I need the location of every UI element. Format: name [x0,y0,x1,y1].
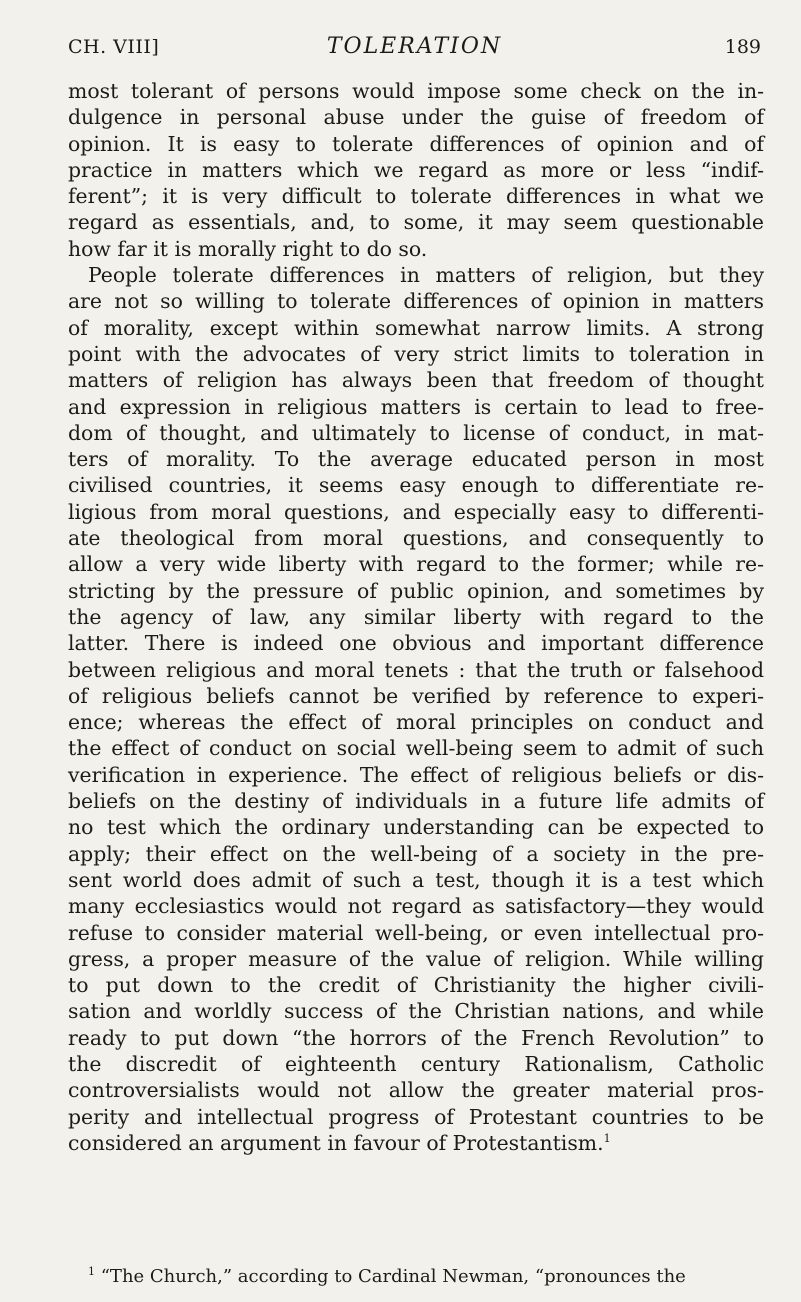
footnote-mark: 1 [88,1265,95,1278]
body-line: sation and worldly success of the Christian nations, and while [68,999,764,1024]
body-line: the effect of conduct on social well-being seem to admit of such [68,736,764,761]
body-line: ence; whereas the effect of moral principles on conduct and [68,710,764,735]
body-line: the discredit of eighteenth century Rationalism, Catholic [68,1051,764,1076]
body-line: ligious from moral questions, and especially easy to differenti- [68,499,764,524]
body-line: point with the advocates of very strict limits to toleration in [68,341,764,366]
body-line: no test which the ordinary understanding can be expected to [68,815,764,840]
body-line: gress, a proper measure of the value of religion. While willing [68,946,764,971]
body-line: stricting by the pressure of public opinion, and sometimes by [68,578,764,603]
body-line: latter. There is indeed one obvious and important difference [68,631,764,656]
body-line: of morality, except within somewhat narrow limits. A strong [68,315,764,340]
body-line: ters of morality. To the average educated person in most [68,447,764,472]
paragraph-start-line: People tolerate differences in matters of religion, but they [88,263,764,288]
footnote-text: “The Church,” according to Cardinal Newman, “pronounces the [100,1266,686,1287]
body-line: many ecclesiastics would not regard as satisfactory—they would [68,894,764,919]
body-line: apply; their effect on the well-being of a society in the pre- [68,841,764,866]
body-line: practice in matters which we regard as more or less “indif- [68,157,764,182]
body-line: refuse to consider material well-being, or even intellectual pro- [68,920,764,945]
body-line: controversialists would not allow the greater material pros- [68,1078,764,1103]
footnote [68,1266,764,1288]
final-line-text: considered an argument in favour of Protestantism. [68,1130,604,1155]
body-line: and expression in religious matters is certain to lead to free- [68,394,764,419]
body-line: regard as essentials, and, to some, it may seem questionable [68,210,764,235]
body-line: dom of thought, and ultimately to license of conduct, in mat- [68,420,764,445]
body-line: ferent”; it is very difficult to tolerate differences in what we [68,184,764,209]
running-header [68,32,761,66]
body-line: allow a very wide liberty with regard to the former; while re- [68,552,764,577]
body-line: matters of religion has always been that freedom of thought [68,368,764,393]
body-line: dulgence in personal abuse under the guise of freedom of [68,105,764,130]
body-line: beliefs on the destiny of individuals in a future life admits of [68,789,764,814]
body-line: most tolerant of persons would impose some check on the in- [68,79,764,103]
body-line: between religious and moral tenets : that the truth or falsehood [68,657,764,682]
body-line: are not so willing to tolerate differences of opinion in matters [68,289,764,314]
body-text [68,78,764,1156]
running-title: TOLERATION [326,34,503,59]
page-number: 189 [724,36,761,58]
body-line: the agency of law, any similar liberty with regard to the [68,604,764,629]
footnote-reference[interactable]: 1 [603,1132,611,1146]
body-line: sent world does admit of such a test, though it is a test which [68,867,764,892]
footnote-line [68,1266,764,1288]
body-line: perity and intellectual progress of Protestant countries to be [68,1104,764,1129]
body-line: ate theological from moral questions, and consequently to [68,526,764,551]
body-line: civilised countries, it seems easy enough to differentiate re- [68,473,764,498]
body-line: ready to put down “the horrors of the French Revolution” to [68,1025,764,1050]
body-line: verification in experience. The effect of religious beliefs or dis- [68,762,764,787]
body-line: opinion. It is easy to tolerate differences of opinion and of [68,131,764,156]
body-line: to put down to the credit of Christianity the higher civili- [68,973,764,998]
chapter-label: CH. VIII] [68,36,160,58]
body-line: how far it is morally right to do so. [68,236,428,261]
body-line: of religious beliefs cannot be verified by reference to experi- [68,683,764,708]
body-line-final [68,1130,764,1156]
